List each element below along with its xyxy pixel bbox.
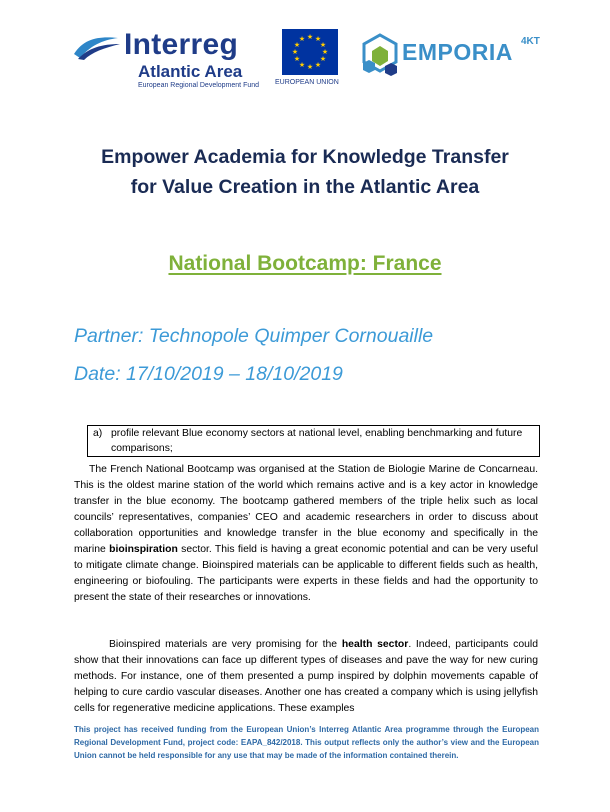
emporia-hexagon-icon (358, 33, 402, 79)
objective-text: profile relevant Blue economy sectors at national level, enabling benchmarking and future comparisons; (111, 428, 523, 454)
svg-text:★: ★ (298, 61, 306, 69)
interreg-region: Atlantic Area (138, 62, 243, 81)
emporia-wordmark: EMPORIA (402, 39, 513, 65)
objective-box (87, 425, 540, 457)
svg-text:★: ★ (298, 35, 306, 43)
body-paragraph-1 (74, 462, 538, 606)
p1-bold: bioinspiration (109, 544, 178, 555)
date-line: Date: 17/10/2019 – 18/10/2019 (74, 363, 343, 385)
body-paragraph-2 (74, 637, 538, 717)
p1-text-b: sector. This field is having a great economic potential and can be very useful to mitigate climate change. Bioinspired materials can be applicable to different fields such as health, engineering or biofouling. The participants were experts in these fields and had the opportunity to present the state of their researches or innovations. (74, 544, 538, 603)
document-title-line-1: Empower Academia for Knowledge Transfer (101, 146, 509, 168)
eu-label: EUROPEAN UNION (275, 79, 339, 86)
svg-text:★: ★ (291, 48, 299, 56)
document-title-line-2: for Value Creation in the Atlantic Area (130, 176, 480, 198)
interreg-fund-label: European Regional Development Fund (138, 82, 260, 89)
bootcamp-heading-text: National Bootcamp: France (168, 252, 442, 275)
funding-disclaimer: This project has received funding from the European Union’s Interreg Atlantic Area programme through the European Regional Development Fund, project code: EAPA_842/2018. This output reflects only the author’s view and the European Union cannot be held responsible for any use that may be made of the information contained therein. (74, 725, 539, 760)
svg-text:★: ★ (306, 63, 314, 71)
eu-flag (282, 29, 338, 75)
partner-line: Partner: Technopole Quimper Cornouaille (74, 325, 434, 347)
emporia-logo (358, 33, 548, 79)
svg-text:★: ★ (319, 55, 327, 63)
svg-text:★: ★ (319, 41, 327, 49)
eu-logo (275, 29, 347, 91)
svg-text:★: ★ (321, 48, 329, 56)
bootcamp-heading (0, 252, 610, 276)
p2-text-b: . Indeed, participants could show that their innovations can face up different types of diseases and pave the way for new curing methods. For instance, one of them presented a pump inspired by dolphin movements capable of helping to cure cardio vascular diseases. Another one has created a company which is using jellyfish cells for regenerative medicine applications. These examples (74, 639, 538, 714)
eu-stars-icon (282, 29, 338, 75)
svg-text:★: ★ (293, 41, 301, 49)
interreg-wordmark: Interreg (124, 28, 239, 61)
p1-text-a: The French National Bootcamp was organised at the Station de Biologie Marine de Concarneau. This is the oldest marine station of the world which remains active and is a key actor in knowledge transfer in the blue economy. The bootcamp gathered members of the triple helix such as local councils’ representatives, companies’ CEO and academic researchers in order to discuss about collaboration opportunities and knowledge transfer in the blue economy and specifically in the marine (74, 464, 538, 555)
interreg-logo (72, 26, 262, 92)
objective-marker: a) (93, 428, 103, 439)
emporia-suffix: 4KT (521, 36, 540, 47)
p2-text-a: Bioinspired materials are very promising for the (109, 639, 342, 650)
svg-text:★: ★ (293, 55, 301, 63)
svg-text:★: ★ (314, 35, 322, 43)
interreg-swoosh-icon (72, 32, 122, 62)
p2-bold: health sector (341, 639, 409, 650)
svg-text:★: ★ (306, 33, 314, 41)
svg-text:★: ★ (314, 61, 322, 69)
